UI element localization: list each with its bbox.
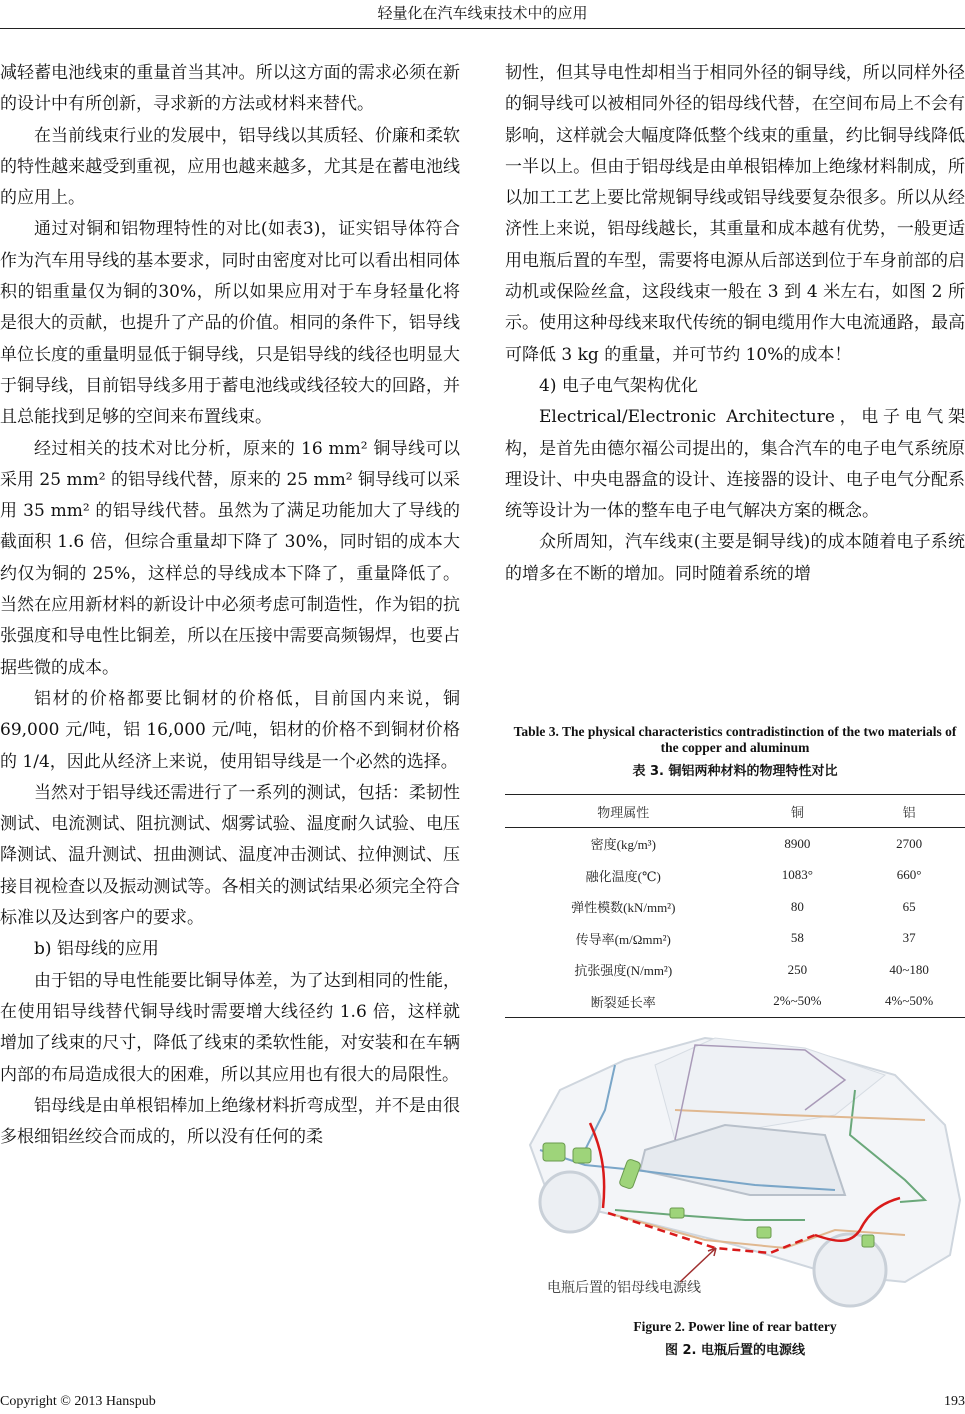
- page-number: 193: [944, 1394, 965, 1409]
- table-cell: 1083°: [781, 867, 813, 883]
- table-row: [505, 891, 965, 923]
- table-header: 铜: [742, 795, 854, 828]
- table-header-row: [505, 795, 965, 828]
- module: [573, 1148, 591, 1163]
- table-cell: 2%~50%: [742, 986, 854, 1018]
- module: [757, 1227, 771, 1238]
- paragraph: 减轻蓄电池线束的重量首当其冲。所以这方面的需求必须在新的设计中有所创新，寻求新的方法或材料来替代。: [0, 63, 460, 115]
- table-caption-en: Table 3. The physical characteristics contradistinction of the two materials of the copper and aluminum: [513, 724, 957, 755]
- table-cell: 58: [790, 930, 804, 946]
- table-caption-zh: 表 3. 铜铝两种材料的物理特性对比: [632, 764, 838, 779]
- figure-caption-en: Figure 2. Power line of rear battery: [633, 1319, 837, 1334]
- table-cell: 断裂延长率: [505, 986, 742, 1018]
- table-cell: 传导率(m/Ωmm²): [575, 931, 671, 947]
- header-divider: [0, 28, 965, 29]
- module: [670, 1208, 684, 1218]
- running-header: 轻量化在汽车线束技术中的应用: [377, 4, 588, 22]
- table-row: [505, 954, 965, 986]
- table-cell: 融化温度(℃): [585, 868, 661, 884]
- table-header: 铝: [853, 795, 965, 828]
- paragraph: 通过对铜和铝物理特性的对比(如表3)，证实铝导体符合作为汽车用导线的基本要求，同时由密度对比可以看出相同体积的铝重量仅为铜的30%，所以如果应用对于车身轻量化将是很大的贡献，也提升了产品的价值。相同的条件下，铝导线单位长度的重量明显低于铜导线，只是铝导线的线径也明显大于铜导线，目前铝导线多用于蓄电池线或线径较大的回路，并且总能找到足够的空间来布置线束。: [0, 219, 460, 428]
- figure-caption-zh: 图 2. 电瓶后置的电源线: [664, 1343, 806, 1358]
- left-column: [0, 58, 460, 1153]
- paragraph: 铝材的价格都要比铜材的价格低，目前国内来说，铜 69,000 元/吨，铝 16,000 元/吨，铝材的价格不到铜材价格的 1/4，因此从经济上来说，使用铝导线是一个必然的选择。: [0, 688, 460, 772]
- table-cell: 4%~50%: [853, 986, 965, 1018]
- table-cell: 660°: [896, 867, 922, 883]
- section-heading: b) 铝母线的应用: [34, 939, 159, 960]
- table-row: [505, 860, 965, 892]
- table-cell: 37: [902, 930, 916, 946]
- module: [543, 1143, 565, 1161]
- table-cell: 弹性模数(kN/mm²): [571, 900, 676, 916]
- table-cell: 40~180: [889, 961, 929, 977]
- rear-wheel: [814, 1234, 886, 1306]
- table-cell: 65: [902, 898, 916, 914]
- annotation-arrow: [680, 1248, 716, 1282]
- car-illustration: [505, 1020, 965, 1310]
- right-column: [505, 58, 965, 590]
- copyright: Copyright © 2013 Hanspub: [0, 1394, 156, 1409]
- table-cell: 2700: [896, 835, 923, 851]
- paragraph: 铝母线是由单根铝棒加上绝缘材料折弯成型，并不是由很多根细铝丝绞合而成的，所以没有任何的柔: [0, 1095, 460, 1148]
- table-cell: 密度(kg/m³): [590, 837, 656, 853]
- table-row: [505, 828, 965, 860]
- section-heading: 4) 电子电气架构优化: [539, 375, 698, 396]
- table-header: 物理属性: [505, 795, 742, 828]
- paragraph: 众所周知，汽车线束(主要是铜导线)的成本随着电子系统的增多在不断的增加。同时随着系统的增: [505, 532, 965, 584]
- table-3: [505, 794, 965, 1018]
- table-cell: 80: [790, 898, 804, 914]
- table-cell: 8900: [784, 835, 811, 851]
- figure-2-car-harness: [505, 1020, 965, 1310]
- paragraph: 经过相关的技术对比分析，原来的 16 mm² 铜导线可以采用 25 mm² 的铝导线代替，原来的 25 mm² 铜导线可以采用 35 mm² 的铝导线代替。虽然为了满足功能加大了导线的截面积 1.6 倍，但综合重量却下降了 30%，同时铝的成本大约仅为铜的 25%，这样总的导线成本下降了，重量降低了。当然在应用新材料的新设计中必须考虑可制造性，作为铝的抗张强度和导电性比铜差，所以在压接中需要高频锡焊，也要占据些微的成本。: [0, 438, 460, 678]
- paragraph: 当然对于铝导线还需进行了一系列的测试，包括：柔韧性测试、电流测试、阻抗测试、烟雾试验、温度耐久试验、电压降测试、温升测试、扭曲测试、温度冲击测试、拉伸测试、压接目视检查以及振动测试等。各相关的测试结果必须完全符合标准以及达到客户的要求。: [0, 782, 460, 929]
- figure-annotation: 电瓶后置的铝母线电源线: [547, 1280, 701, 1296]
- paragraph: 在当前线束行业的发展中，铝导线以其质轻、价廉和柔软的特性越来越受到重视，应用也越来越多，尤其是在蓄电池线的应用上。: [0, 125, 460, 209]
- paragraph: Electrical/Electronic Architecture，电子电气架构，是首先由德尔福公司提出的，集合汽车的电子电气系统原理设计、中央电器盒的设计、连接器的设计、电子电气分配系统等设计为一体的整车电子电气解决方案的概念。: [505, 407, 965, 522]
- front-wheel: [540, 1172, 600, 1232]
- table-cell: 250: [787, 961, 808, 977]
- table-row: [505, 986, 965, 1018]
- paragraph: 由于铝的导电性能要比铜导体差，为了达到相同的性能，在使用铝导线替代铜导线时需要增大线径约 1.6 倍，这样就增加了线束的尺寸，降低了线束的柔软性能，对安装和在车辆内部的布局造成很大的困难，所以其应用也有很大的局限性。: [0, 970, 460, 1085]
- paragraph: 韧性，但其导电性却相当于相同外径的铜导线，所以同样外径的铜导线可以被相同外径的铝母线代替，在空间布局上不会有影响，这样就会大幅度降低整个线束的重量，约比铜导线降低一半以上。但由于铝母线是由单根铝棒加上绝缘材料制成，所以加工工艺上要比常规铜导线或铝导线要复杂很多。所以从经济性上来说，铝母线越长，其重量和成本越有优势，一般更适用电瓶后置的车型，需要将电源从后部送到位于车身前部的启动机或保险丝盒，这段线束一般在 3 到 4 米左右，如图 2 所示。使用这种母线来取代传统的铜电缆用作大电流通路，最高可降低 3 kg 的重量，并可节约 10%的成本！: [505, 63, 965, 365]
- module: [862, 1235, 874, 1247]
- table-cell: 抗张强度(N/mm²): [574, 963, 673, 979]
- table-row: [505, 923, 965, 955]
